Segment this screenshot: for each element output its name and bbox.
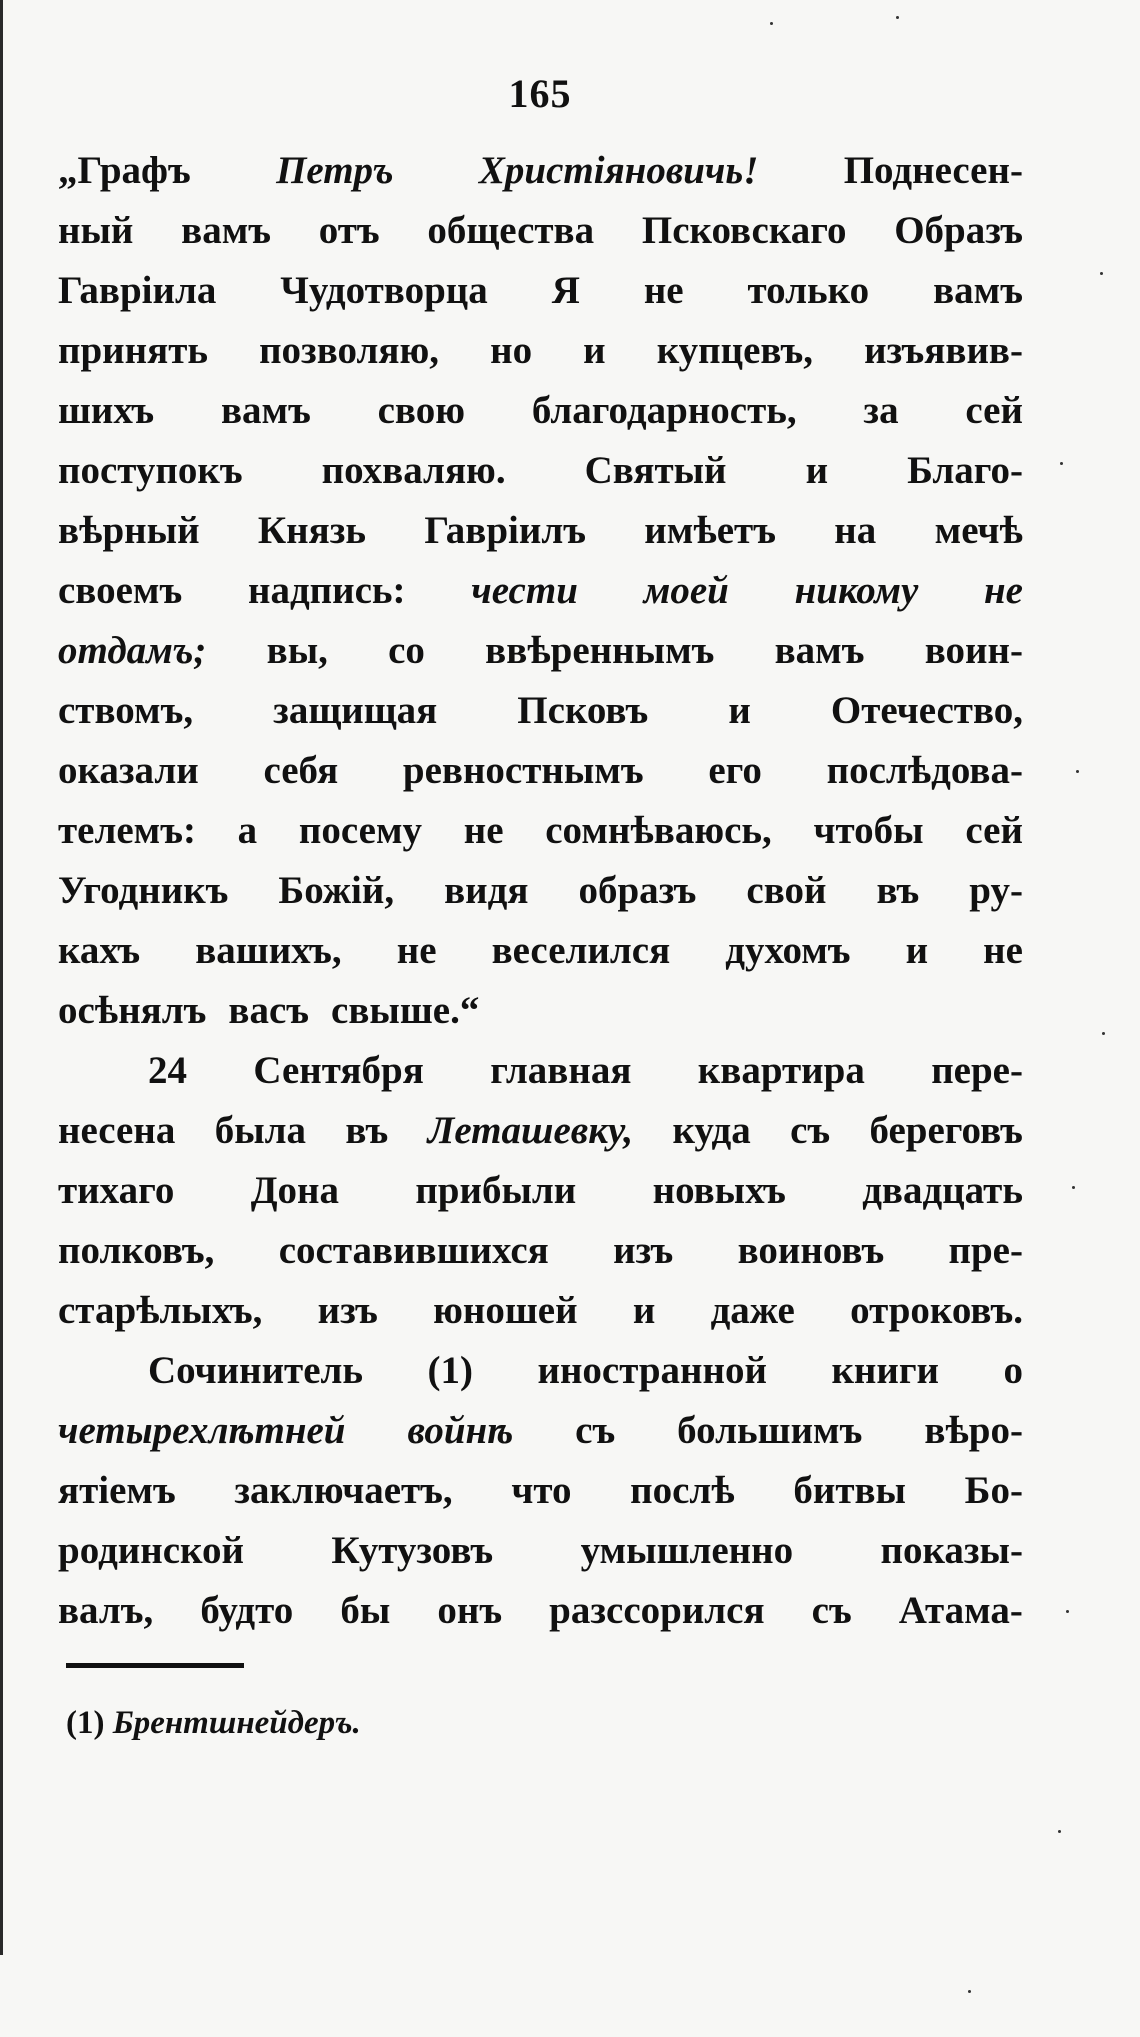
text-word: Чудотворца (280, 269, 488, 312)
text-line (58, 1521, 1023, 1581)
text-word: и (728, 689, 751, 732)
text-line (58, 861, 1023, 921)
text-word: отдамъ; (58, 629, 207, 672)
text-word: вашихъ, (195, 929, 342, 972)
text-word: кахъ (58, 929, 141, 972)
text-word: ятіемъ (58, 1469, 176, 1512)
text-word: „Графъ (58, 149, 191, 192)
text-word: Князь (257, 509, 367, 552)
text-word: оказали (58, 749, 199, 792)
footnote-marker: (1) (66, 1705, 105, 1741)
text-word: бы (340, 1589, 391, 1632)
text-word: составившихся (278, 1229, 549, 1272)
text-word: куда (672, 1109, 751, 1152)
text-word: Христіяновичь! (478, 149, 759, 192)
text-line (58, 141, 1023, 201)
text-line (58, 621, 1023, 681)
text-line (58, 1041, 1023, 1101)
body-text (58, 141, 1023, 1641)
text-word: и (905, 929, 929, 972)
text-word: старѣлыхъ, (58, 1289, 263, 1332)
text-word: общества (427, 209, 595, 252)
text-word: Гавріилъ (424, 509, 586, 552)
text-word: купцевъ, (656, 329, 813, 372)
text-word: послѣ (630, 1469, 735, 1512)
text-line (58, 441, 1023, 501)
text-word: Угодникъ (58, 869, 229, 912)
text-line (58, 741, 1023, 801)
text-word: даже (710, 1289, 795, 1332)
text-word: воиновъ (737, 1229, 885, 1272)
text-word: ный (58, 209, 134, 252)
scan-speck (968, 1990, 971, 1993)
text-word: духомъ (725, 929, 851, 972)
text-word: васъ (228, 989, 310, 1032)
text-word: отъ (318, 209, 380, 252)
text-word: и (805, 449, 829, 492)
text-word: Поднесен- (843, 149, 1023, 192)
text-word: валъ, (58, 1589, 154, 1632)
text-word: квартира (697, 1049, 865, 1092)
text-word: посему (298, 809, 423, 852)
text-line (58, 1581, 1023, 1641)
text-line (58, 1341, 1023, 1401)
text-word: но (490, 329, 533, 372)
text-word: видя (444, 869, 529, 912)
text-line (58, 501, 1023, 561)
text-word: главная (490, 1049, 632, 1092)
text-word: ревностнымъ (402, 749, 644, 792)
text-line (58, 801, 1023, 861)
text-word: съ (811, 1589, 852, 1632)
text-word: его (708, 749, 762, 792)
text-word: Псковскаго (641, 209, 847, 252)
text-word: вамъ (774, 629, 865, 672)
text-line (58, 321, 1023, 381)
text-word: образъ (578, 869, 697, 912)
scan-speck (1076, 770, 1079, 773)
text-word: моей (643, 569, 729, 612)
text-word: телемъ: (58, 809, 196, 852)
text-word: (1) (427, 1349, 473, 1392)
text-word: Сочинитель (148, 1349, 364, 1392)
text-word: была (214, 1109, 307, 1152)
text-line (58, 261, 1023, 321)
text-word: послѣдова- (826, 749, 1023, 792)
text-word: чтобы (813, 809, 924, 852)
text-word: ввѣреннымъ (485, 629, 715, 672)
text-line (58, 681, 1023, 741)
text-line (58, 981, 1023, 1041)
text-word: Гавріила (58, 269, 217, 312)
text-word: показы- (880, 1529, 1023, 1572)
text-word: а (237, 809, 258, 852)
text-word: новыхъ (652, 1169, 786, 1212)
text-word: на (834, 509, 877, 552)
text-word: пере- (931, 1049, 1023, 1092)
text-word: 24 (148, 1049, 187, 1092)
text-line (58, 1401, 1023, 1461)
text-word: въ (876, 869, 920, 912)
text-word: Кутузовъ (331, 1529, 494, 1572)
text-word: не (643, 269, 684, 312)
text-word: Святый (584, 449, 727, 492)
text-word: вамъ (220, 389, 311, 432)
scan-speck (1102, 1032, 1105, 1035)
scan-speck (1072, 1186, 1075, 1189)
text-word: себя (263, 749, 339, 792)
text-word: принять (58, 329, 208, 372)
text-word: за (863, 389, 899, 432)
text-word: защищая (273, 689, 438, 732)
scan-speck (896, 16, 899, 19)
text-word: Сентября (253, 1049, 424, 1092)
text-word: отроковъ. (850, 1289, 1023, 1332)
text-word: веселился (491, 929, 671, 972)
text-word: четырехлѣтней (58, 1409, 346, 1452)
text-word: не (396, 929, 437, 972)
text-word: умышленно (580, 1529, 794, 1572)
text-word: тихаго (58, 1169, 175, 1212)
text-word: о (1003, 1349, 1023, 1392)
text-word: не (984, 569, 1023, 612)
text-word: своемъ (58, 569, 183, 612)
text-word: мечѣ (934, 509, 1023, 552)
text-word: что (511, 1469, 572, 1512)
scan-speck (1058, 1830, 1061, 1833)
text-word: изъ (613, 1229, 674, 1272)
text-word: и (632, 1289, 656, 1332)
text-word: Псковъ (517, 689, 649, 732)
text-word: Я (551, 269, 580, 312)
text-word: родинской (58, 1529, 244, 1572)
text-word: свыше.“ (331, 989, 480, 1032)
text-word: иностранной (537, 1349, 767, 1392)
text-word: со (388, 629, 425, 672)
text-line (58, 1461, 1023, 1521)
text-word: Бо- (964, 1469, 1023, 1512)
text-word: свою (377, 389, 466, 432)
text-line (58, 1161, 1023, 1221)
text-word: свой (746, 869, 827, 912)
text-word: войнѣ (407, 1409, 514, 1452)
footnote-text: Брентшнейдеръ. (112, 1705, 361, 1741)
text-word: и (583, 329, 606, 372)
text-word: вамъ (181, 209, 272, 252)
text-line (58, 381, 1023, 441)
scan-speck (1060, 462, 1063, 465)
text-word: осѣнялъ (58, 989, 207, 1032)
text-line (58, 561, 1023, 621)
scan-speck (1100, 272, 1103, 275)
text-word: не (983, 929, 1023, 972)
text-line (58, 921, 1023, 981)
text-line (58, 1281, 1023, 1341)
text-line (58, 1101, 1023, 1161)
text-word: сомнѣваюсь, (545, 809, 772, 852)
text-word: чести (471, 569, 578, 612)
text-word: Благо- (907, 449, 1023, 492)
text-word: большимъ (677, 1409, 863, 1452)
text-word: вамъ (933, 269, 1023, 312)
text-word: Леташевку, (427, 1109, 634, 1152)
text-word: несена (58, 1109, 176, 1152)
text-word: въ (345, 1109, 389, 1152)
footnote (66, 1705, 361, 1742)
text-word: ствомъ, (58, 689, 194, 732)
text-word: разссорился (549, 1589, 765, 1632)
text-word: вѣро- (924, 1409, 1023, 1452)
text-word: ру- (969, 869, 1023, 912)
text-word: онъ (437, 1589, 503, 1632)
text-word: заключаетъ, (234, 1469, 453, 1512)
text-word: имѣетъ (644, 509, 776, 552)
text-word: изъявив- (864, 329, 1023, 372)
text-word: книги (831, 1349, 940, 1392)
text-word: прибыли (415, 1169, 577, 1212)
text-word: Атама- (898, 1589, 1023, 1632)
text-word: сей (965, 389, 1023, 432)
text-word: двадцать (862, 1169, 1023, 1212)
text-word: битвы (793, 1469, 906, 1512)
footnote-separator (66, 1663, 244, 1668)
text-line (58, 1221, 1023, 1281)
text-word: Петръ (276, 149, 394, 192)
text-word: похваляю. (321, 449, 506, 492)
scan-speck (1066, 1610, 1069, 1613)
text-word: благодарность, (531, 389, 797, 432)
text-word: не (463, 809, 504, 852)
text-line (58, 201, 1023, 261)
page-number: 165 (508, 71, 572, 116)
text-word: Дона (250, 1169, 339, 1212)
text-word: вы, (266, 629, 328, 672)
text-word: надпись: (247, 569, 406, 612)
text-word: полковъ, (58, 1229, 215, 1272)
text-word: пре- (948, 1229, 1023, 1272)
text-word: поступокъ (58, 449, 243, 492)
text-word: воин- (924, 629, 1023, 672)
scan-speck (770, 22, 773, 25)
text-word: Божій, (278, 869, 395, 912)
text-word: сей (965, 809, 1023, 852)
text-word: позволяю, (259, 329, 440, 372)
text-word: юношей (433, 1289, 578, 1332)
text-word: только (747, 269, 870, 312)
text-word: никому (794, 569, 919, 612)
page-edge-rule (0, 0, 3, 1955)
text-word: шихъ (58, 389, 155, 432)
text-word: вѣрный (58, 509, 200, 552)
text-word: береговъ (869, 1109, 1023, 1152)
text-word: изъ (317, 1289, 378, 1332)
text-word: Образъ (894, 209, 1023, 252)
text-word: съ (575, 1409, 616, 1452)
text-word: Отечество, (830, 689, 1023, 732)
text-word: съ (790, 1109, 831, 1152)
text-word: будто (200, 1589, 294, 1632)
